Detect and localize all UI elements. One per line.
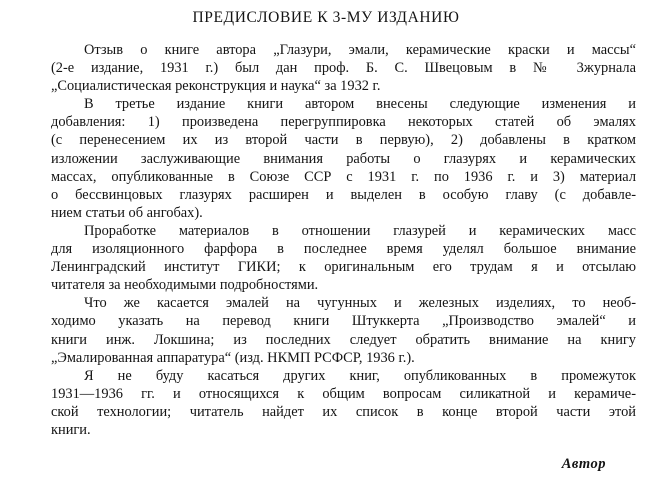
text-line: (с перенесением их из второй части в первую), 2) добавлены в кратком [51, 132, 636, 149]
text-line: ходимо указать на перевод книги Штуккерта „Производство эмалей“ и [51, 313, 636, 330]
text-line: о бессвинцовых глазурях расширен и выделен в особую главу (с добавле- [51, 186, 636, 203]
text-line: Ленинградский институт ГИКИ; к оригинальным его трудам я и отсылаю [51, 259, 636, 276]
text-line: Я не буду касаться других книг, опубликованных в промежуток [84, 367, 636, 384]
text-line: изложении заслуживающие внимания работы о глазурях и керамических [51, 150, 636, 167]
text-line: книги инж. Локшина; из последних следует обратить внимание на книгу [51, 331, 636, 348]
text-line: для изоляционного фарфора в последнее время уделял большое внимание [51, 241, 636, 258]
text-line: Проработке материалов в отношении глазурей и керамических масс [84, 222, 636, 239]
text-line: книги. [51, 421, 91, 438]
text-line: 1931—1936 гг. и относящихся к общим вопросам силикатной и керамиче- [51, 385, 636, 402]
paragraph-other-books [18, 367, 636, 439]
text-line: Отзыв о книге автора „Глазури, эмали, керамические краски и массы“ [84, 42, 636, 58]
paragraph-giki [18, 222, 636, 294]
page-title: ПРЕДИСЛОВИЕ К 3-МУ ИЗДАНИЮ [192, 9, 460, 26]
text-line: массах, опубликованные в Союзе ССР с 1931 г. по 1936 г. и 3) материал [51, 168, 636, 185]
paragraph-review [18, 41, 636, 95]
author-signature: Автор [561, 456, 606, 472]
text-line: „Социалистическая реконструкция и наука“ за 1932 г. [51, 78, 381, 95]
text-line: В третье издание книги автором внесены следующие изменения и [84, 96, 636, 113]
text-line: ской технологии; читатель найдет их список в конце второй части этой [51, 403, 636, 420]
text-line: (2-е издание, 1931 г.) был дан проф. Б. С. Швецовым в № 3журнала [51, 60, 636, 77]
text-line: добавления: 1) произведена перегруппировка некоторых статей об эмалях [51, 114, 636, 131]
paragraph-enamels [18, 294, 636, 366]
text-line: Что же касается эмалей на чугунных и железных изделиях, то необ- [84, 295, 636, 312]
text-line: читателя за необходимыми подробностями. [51, 277, 319, 294]
text-line: нием статьи об ангобах). [51, 204, 203, 221]
text-line: „Эмалированная аппаратура“ (изд. НКМП РСФСР, 1936 г.). [51, 349, 415, 366]
paragraph-changes [18, 95, 636, 222]
preface-body [18, 41, 636, 439]
